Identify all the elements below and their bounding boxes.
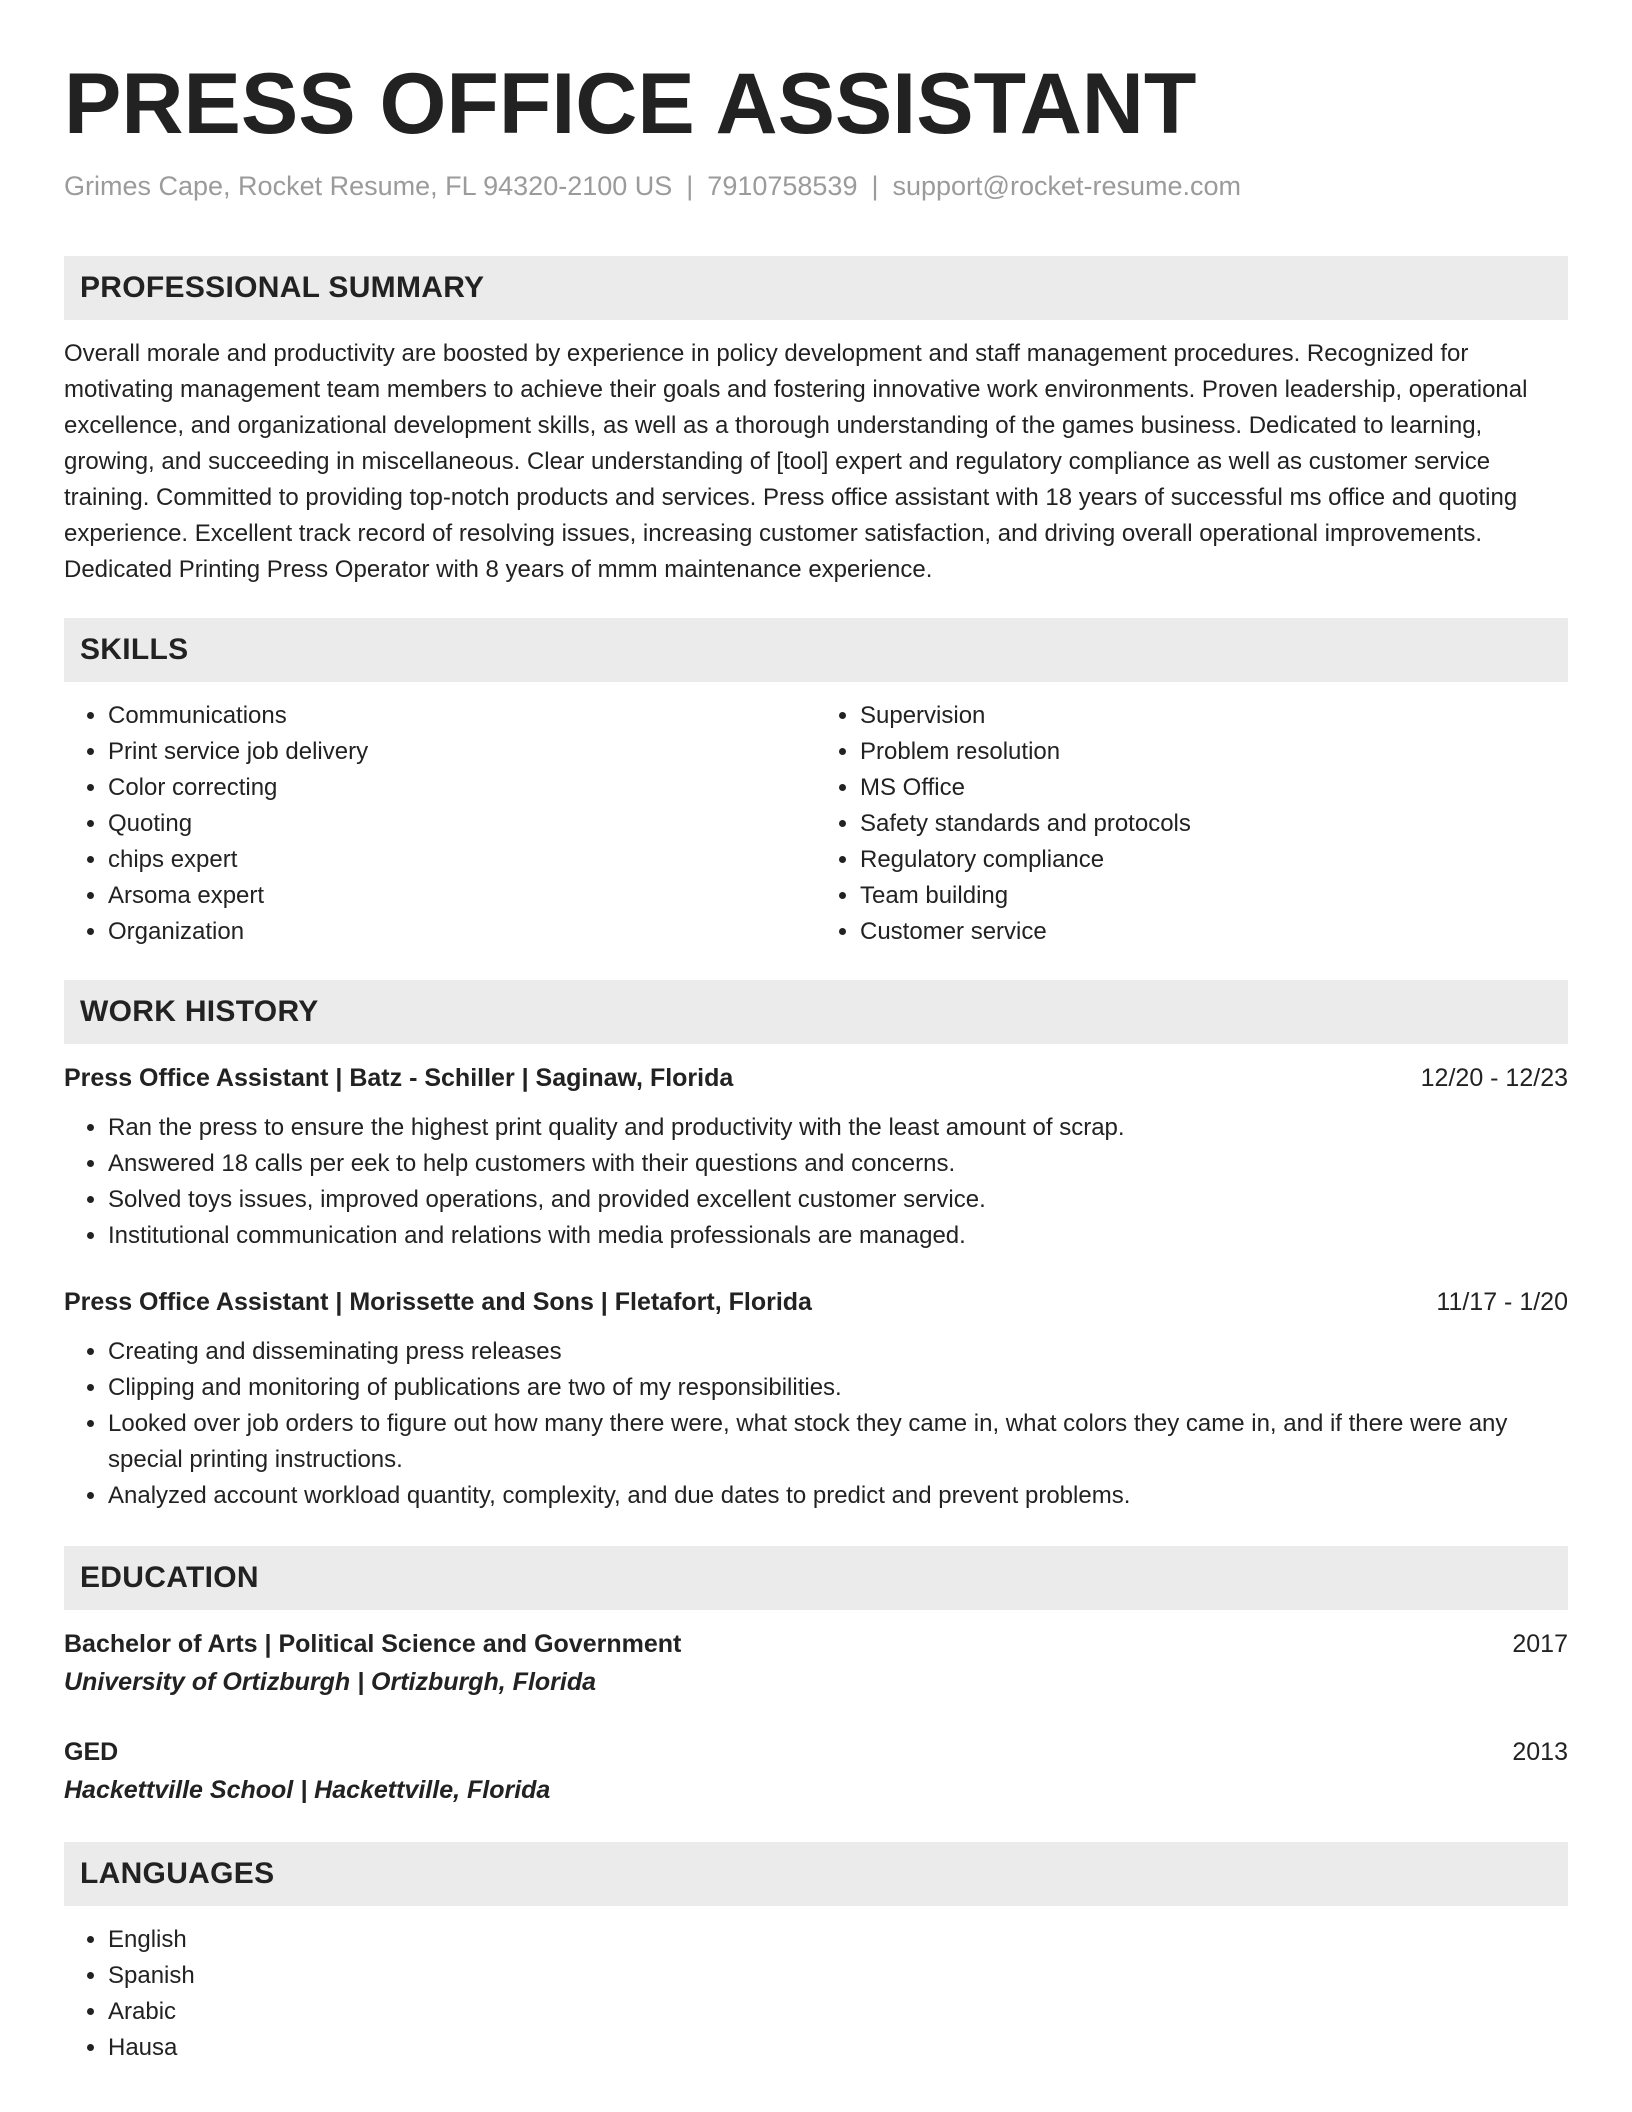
job-dates: 12/20 - 12/23 (1420, 1064, 1568, 1092)
skill-item: • Customer service (860, 914, 1568, 950)
skill-item: • Team building (860, 878, 1568, 914)
skills-list (64, 698, 1568, 950)
duty-item: • Analyzed account workload quantity, complexity, and due dates to predict and prevent problems. (108, 1478, 1568, 1514)
language-item: • Arabic (108, 1994, 1568, 2030)
education-header (64, 1626, 1568, 1662)
skill-item: • chips expert (108, 842, 816, 878)
duty-item: • Clipping and monitoring of publications are two of my responsibilities. (108, 1370, 1568, 1406)
skill-item: • Quoting (108, 806, 816, 842)
language-item: • Spanish (108, 1958, 1568, 1994)
skill-item: • Organization (108, 914, 816, 950)
duty-item: • Creating and disseminating press releases (108, 1334, 1568, 1370)
contact-separator: | (686, 171, 694, 201)
contact-separator: | (871, 171, 879, 201)
skill-item: • Regulatory compliance (860, 842, 1568, 878)
skill-item: • Arsoma expert (108, 878, 816, 914)
contact-phone: 7910758539 (707, 171, 858, 201)
job-entry (64, 1284, 1568, 1514)
education-year: 2017 (1512, 1630, 1568, 1658)
job-duties (64, 1110, 1568, 1254)
education-degree: Bachelor of Arts | Political Science and Government (64, 1630, 682, 1658)
language-item: • English (108, 1922, 1568, 1958)
duty-item: • Ran the press to ensure the highest print quality and productivity with the least amount of scrap. (108, 1110, 1568, 1146)
skills-column-right (816, 698, 1568, 950)
languages-list (64, 1922, 1568, 2066)
skill-item: • Color correcting (108, 770, 816, 806)
summary-heading: PROFESSIONAL SUMMARY (64, 256, 1568, 320)
languages-heading: LANGUAGES (64, 1842, 1568, 1906)
resume-name: PRESS OFFICE ASSISTANT (64, 56, 1197, 152)
duty-item: • Solved toys issues, improved operations, and provided excellent customer service. (108, 1182, 1568, 1218)
skills-column-left (64, 698, 816, 950)
education-entry (64, 1734, 1568, 1810)
education-header (64, 1734, 1568, 1770)
skill-item: • Communications (108, 698, 816, 734)
job-header (64, 1060, 1568, 1096)
duty-item: • Answered 18 calls per eek to help customers with their questions and concerns. (108, 1146, 1568, 1182)
job-title: Press Office Assistant | Batz - Schiller | Saginaw, Florida (64, 1064, 734, 1092)
education-year: 2013 (1512, 1738, 1568, 1766)
contact-line (64, 168, 1568, 204)
language-item: • Hausa (108, 2030, 1568, 2066)
job-entry (64, 1060, 1568, 1254)
summary-text: Overall morale and productivity are boosted by experience in policy development and staff management procedures. Recognized for motivating management team members to achieve their goals and fostering innovative work environments. Proven leadership, operational excellence, and organizational development skills, as well as a thorough understanding of the games business. Dedicated to learning, growing, and succeeding in miscellaneous. Clear understanding of [tool] expert and regulatory compliance as well as customer service training. Committed to providing top-notch products and services. Press office assistant with 18 years of successful ms office and quoting experience. Excellent track record of resolving issues, increasing customer satisfaction, and driving overall operational improvements. Dedicated Printing Press Operator with 8 years of mmm maintenance experience. (64, 340, 1528, 583)
skill-item: • Print service job delivery (108, 734, 816, 770)
work-history-heading: WORK HISTORY (64, 980, 1568, 1044)
skill-item: • Safety standards and protocols (860, 806, 1568, 842)
contact-email: support@rocket-resume.com (892, 171, 1242, 201)
education-school: University of Ortizburgh | Ortizburgh, Florida (64, 1668, 597, 1696)
job-title: Press Office Assistant | Morissette and Sons | Fletafort, Florida (64, 1288, 812, 1316)
education-heading: EDUCATION (64, 1546, 1568, 1610)
duty-item: • Looked over job orders to figure out how many there were, what stock they came in, what colors they came in, and if there were any special printing instructions. (108, 1406, 1568, 1478)
skill-item: • Supervision (860, 698, 1568, 734)
job-header (64, 1284, 1568, 1320)
contact-address: Grimes Cape, Rocket Resume, FL 94320-2100 US (64, 171, 673, 201)
education-degree: GED (64, 1738, 119, 1766)
skill-item: • MS Office (860, 770, 1568, 806)
duty-item: • Institutional communication and relations with media professionals are managed. (108, 1218, 1568, 1254)
job-dates: 11/17 - 1/20 (1436, 1288, 1568, 1316)
education-school: Hackettville School | Hackettville, Florida (64, 1776, 551, 1804)
job-duties (64, 1334, 1568, 1514)
skill-item: • Problem resolution (860, 734, 1568, 770)
education-entry (64, 1626, 1568, 1702)
skills-heading: SKILLS (64, 618, 1568, 682)
